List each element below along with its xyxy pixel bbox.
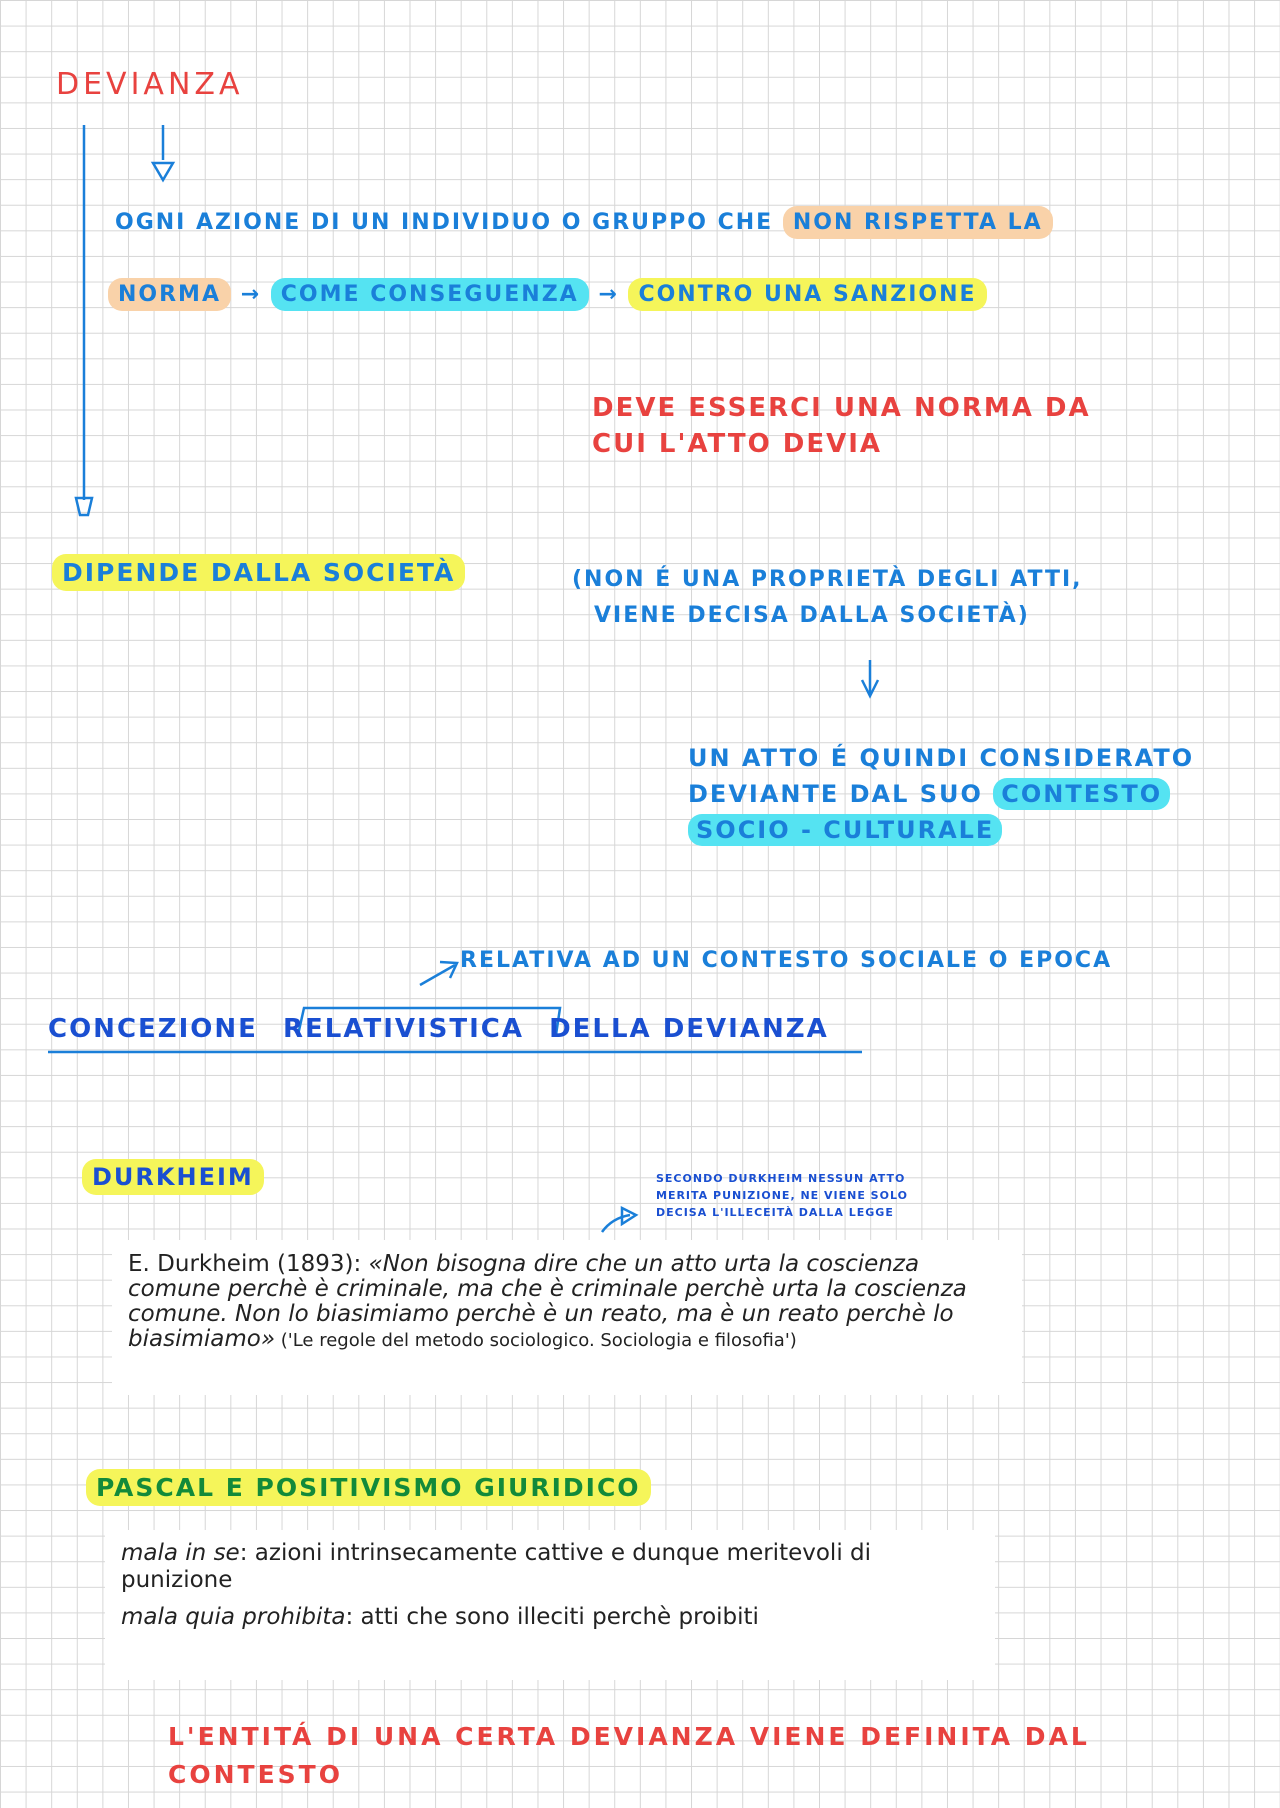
conclusion-line-1: L'ENTITÁ DI UNA CERTA DEVIANZA VIENE DEFINITA DAL — [168, 1722, 1090, 1751]
pascal-item-2-text: : atti che sono illeciti perchè proibiti — [345, 1604, 759, 1630]
concezione-pre: CONCEZIONE — [48, 1014, 258, 1044]
pascal-heading — [86, 1475, 651, 1500]
norma-highlight: NORMA — [108, 278, 231, 311]
pascal-item-1-text: : azioni intrinsecamente cattive e dunque meritevoli di punizione — [121, 1540, 872, 1593]
durkheim-heading — [82, 1165, 264, 1189]
norma-note-line-1: DEVE ESSERCI UNA NORMA DA — [592, 393, 1091, 423]
pascal-item-2 — [121, 1604, 979, 1631]
arrow-1: → — [240, 282, 262, 307]
norma-note — [592, 390, 1091, 462]
concezione-post: DELLA DEVIANZA — [549, 1014, 829, 1044]
contesto-note-line-3 — [688, 812, 1194, 848]
socio-culturale-highlight: SOCIO - CULTURALE — [688, 814, 1002, 846]
long-down-arrow-head — [76, 498, 92, 515]
quote-author: E. Durkheim (1893): — [128, 1251, 369, 1277]
pascal-item-2-term: mala quia prohibita — [121, 1604, 346, 1630]
sanzione-highlight: CONTRO UNA SANZIONE — [628, 278, 986, 311]
arrow-2: → — [598, 282, 619, 307]
durkheim-quote-box — [112, 1240, 1022, 1395]
quote-text: «Non bisogna dire che un atto urta la coscienza comune perchè è criminale, ma che è criminale perchè urta la coscienza comune. Non lo biasimiamo perchè è un reato, ma è un reato perchè lo biasimiamo» — [128, 1251, 967, 1352]
concezione-heading — [48, 1016, 829, 1042]
durkheim-side-note-line-1: SECONDO DURKHEIM NESSUN ATTO — [656, 1172, 906, 1185]
relativistica-boxed: RELATIVISTICA — [283, 1014, 524, 1044]
short-down-arrow-head — [153, 163, 173, 180]
quote-source: ('Le regole del metodo sociologico. Sociologia e filosofia') — [275, 1330, 797, 1351]
durkheim-side-note — [656, 1170, 908, 1221]
norma-note-line-2: CUI L'ATTO DEVIA — [592, 429, 883, 459]
contesto-highlight: CONTESTO — [993, 778, 1170, 810]
definition-line-1 — [115, 212, 1053, 234]
definition-text: OGNI AZIONE DI UN INDIVIDUO O GRUPPO CHE — [115, 210, 774, 235]
relativa-note: RELATIVA AD UN CONTESTO SOCIALE O EPOCA — [460, 948, 1113, 973]
contesto-note-text: DEVIANTE DAL SUO — [688, 780, 983, 808]
durkheim-side-note-line-2: MERITA PUNIZIONE, NE VIENE SOLO — [656, 1189, 908, 1202]
conclusion-line-2: CONTESTO — [168, 1760, 343, 1789]
contesto-note-line-1: UN ATTO É QUINDI CONSIDERATO — [688, 744, 1195, 772]
page-title: DEVIANZA — [56, 67, 244, 102]
parentheses-note-line-2: VIENE DECISA DALLA SOCIETÀ) — [594, 603, 1030, 628]
pascal-item-1-term: mala in se — [121, 1540, 240, 1566]
pascal-box — [105, 1530, 995, 1680]
pascal-highlight: PASCAL E POSITIVISMO GIURIDICO — [86, 1469, 651, 1506]
parentheses-note-line-1: (NON É UNA PROPRIETÀ DEGLI ATTI, — [572, 567, 1083, 592]
relativa-arrow-line — [420, 965, 455, 985]
durkheim-side-note-line-3: DECISA L'ILLECEITÀ DALLA LEGGE — [656, 1206, 894, 1219]
durkheim-quote — [128, 1252, 1006, 1353]
conclusion — [168, 1718, 1090, 1794]
non-rispetta-highlight: NON RISPETTA LA — [783, 206, 1053, 239]
durkheim-highlight: DURKHEIM — [82, 1159, 264, 1195]
contesto-note — [688, 740, 1194, 848]
pascal-item-1 — [121, 1540, 979, 1594]
conseguenza-highlight: COME CONSEGUENZA — [271, 278, 589, 311]
dipende-heading — [52, 560, 465, 585]
durkheim-arrow-line — [602, 1215, 630, 1232]
dipende-highlight: DIPENDE DALLA SOCIETÀ — [52, 554, 465, 591]
contesto-note-line-2 — [688, 776, 1194, 812]
parentheses-note — [572, 562, 1083, 634]
definition-line-2 — [108, 284, 987, 306]
